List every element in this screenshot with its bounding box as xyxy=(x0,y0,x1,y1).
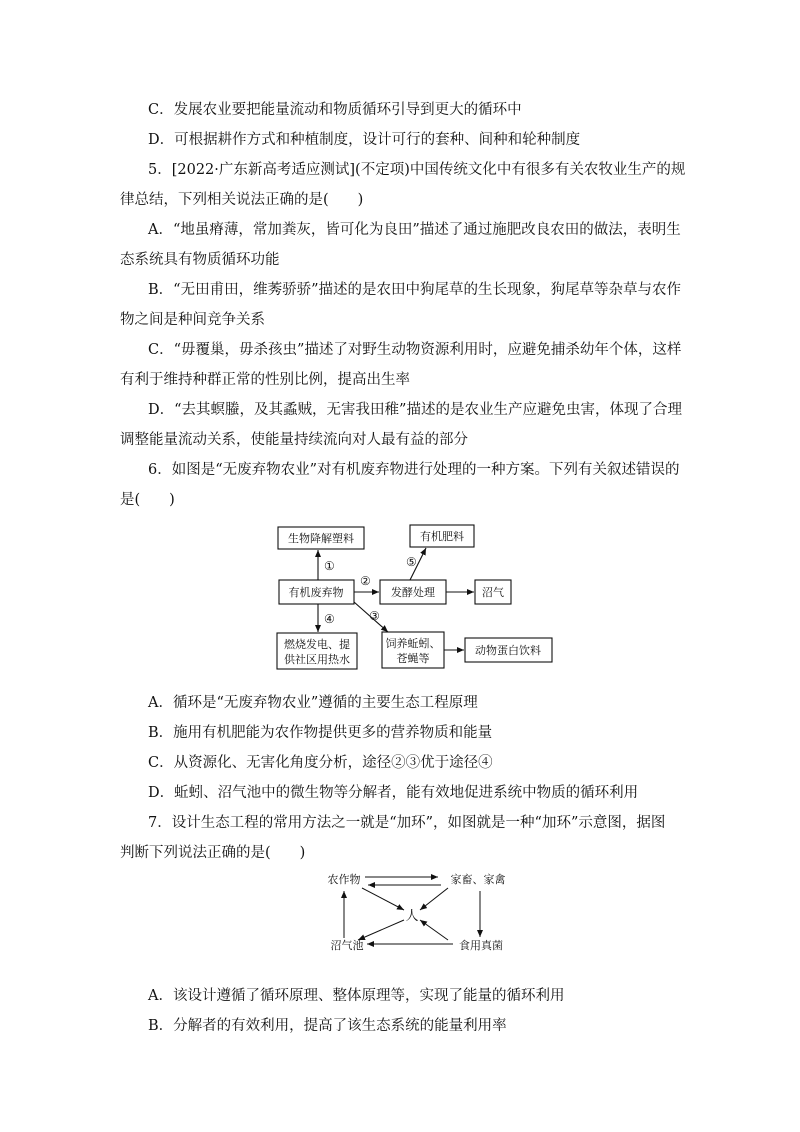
ferment-label: 发酵处理 xyxy=(391,586,435,599)
q5-option-c-line2: 有利于维持种群正常的性别比例，提高出生率 xyxy=(120,372,410,388)
q6-option-a: A．循环是“无废弃物农业”遵循的主要生态工程原理 xyxy=(148,695,478,711)
q5-option-d-line2: 调整能量流动关系，使能量持续流向对人最有益的部分 xyxy=(120,432,468,448)
fertilizer-label: 有机肥料 xyxy=(420,530,464,543)
fungi-label: 食用真菌 xyxy=(459,939,503,952)
q6-option-c: C．从资源化、无害化角度分析，途径②③优于途径④ xyxy=(148,755,493,771)
livestock-label: 家畜、家禽 xyxy=(450,873,506,886)
q4-option-d: D．可根据耕作方式和种植制度，设计可行的套种、间种和轮种制度 xyxy=(148,132,581,148)
q7-stem-line1: 7．设计生态工程的常用方法之一就是“加环”，如图就是一种“加环”示意图，据图 xyxy=(148,815,666,831)
arrow-human-to-biogas xyxy=(358,920,404,940)
q7-option-a: A．该设计遵循了循环原理、整体原理等，实现了能量的循环利用 xyxy=(148,988,565,1004)
q6-option-b: B．施用有机肥能为农作物提供更多的营养物质和能量 xyxy=(148,725,493,741)
path1-label: ① xyxy=(324,559,335,573)
q5-stem-line1: 5．[2022·广东新高考适应测试](不定项)中国传统文化中有很多有关农牧业生产的规 xyxy=(148,162,686,178)
q6-option-d: D．蚯蚓、沼气池中的微生物等分解者，能有效地促进系统中物质的循环利用 xyxy=(148,785,639,801)
arrow-fungi-to-human xyxy=(420,920,448,940)
path4-label: ④ xyxy=(324,612,335,626)
q5-option-a-line2: 态系统具有物质循环功能 xyxy=(120,252,280,268)
plastic-label: 生物降解塑料 xyxy=(288,532,354,545)
waste-label: 有机废弃物 xyxy=(288,586,344,599)
path2-label: ② xyxy=(360,574,371,588)
q5-option-d-line1: D．“去其螟螣，及其蟊贼，无害我田稚”描述的是农业生产应避免虫害，体现了合理 xyxy=(148,402,682,418)
q7-option-b: B．分解者的有效利用，提高了该生态系统的能量利用率 xyxy=(148,1018,507,1034)
crops-label: 农作物 xyxy=(327,873,361,886)
burn-label-2: 供社区用热水 xyxy=(284,653,350,666)
feed-product-label: 动物蛋白饮料 xyxy=(475,644,541,657)
q5-option-b-line2: 物之间是种间竞争关系 xyxy=(120,312,265,328)
q5-option-b-line1: B．“无田甫田，维莠骄骄”描述的是农田中狗尾草的生长现象，狗尾草等杂草与农作 xyxy=(148,282,681,298)
q4-option-c: C．发展农业要把能量流动和物质循环引导到更大的循环中 xyxy=(148,102,522,118)
q5-stem-line2: 律总结，下列相关说法正确的是( ) xyxy=(120,192,364,208)
human-label: 人 xyxy=(405,909,419,924)
biogas-pool-label: 沼气池 xyxy=(330,939,364,952)
feed-label-2: 苍蝇等 xyxy=(396,652,430,665)
q6-stem-line1: 6．如图是“无废弃物农业”对有机废弃物进行处理的一种方案。下列有关叙述错误的 xyxy=(148,462,680,478)
q5-option-a-line1: A．“地虽瘠薄，常加粪灰，皆可化为良田”描述了通过施肥改良农田的做法，表明生 xyxy=(148,222,681,238)
q6-stem-line2: 是( ) xyxy=(120,492,175,508)
path5-label: ⑤ xyxy=(406,555,417,569)
arrow-crops-to-human xyxy=(362,888,404,910)
feed-label-1: 饲养蚯蚓、 xyxy=(385,637,441,650)
path3-label: ③ xyxy=(369,609,380,623)
arrow-livestock-to-human xyxy=(420,888,448,910)
q7-stem-line2: 判断下列说法正确的是( ) xyxy=(120,845,306,861)
q5-option-c-line1: C．“毋覆巢，毋杀孩虫”描述了对野生动物资源利用时，应避免捕杀幼年个体，这样 xyxy=(148,342,682,358)
biogas-label: 沼气 xyxy=(482,586,504,599)
burn-label-1: 燃烧发电、提 xyxy=(284,638,350,651)
